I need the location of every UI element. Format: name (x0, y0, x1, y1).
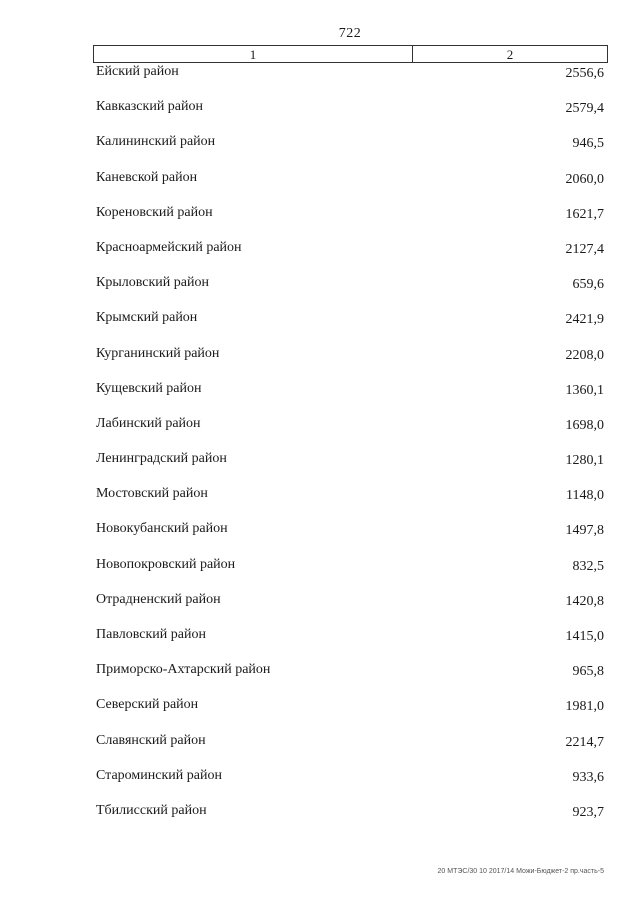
district-name: Мостовский район (96, 486, 208, 502)
table-row (96, 168, 610, 203)
district-amount: 1148,0 (566, 488, 604, 504)
district-amount: 832,5 (572, 558, 604, 574)
district-name: Северский район (96, 697, 199, 713)
district-name: Лабинский район (96, 415, 201, 431)
district-name: Кущевский район (96, 380, 202, 396)
district-amount: 1497,8 (565, 523, 604, 539)
district-amount: 923,7 (572, 804, 604, 820)
table-row (96, 414, 610, 449)
district-amount: 2556,6 (565, 66, 604, 81)
district-amount: 659,6 (572, 277, 604, 293)
district-amount: 946,5 (572, 136, 604, 152)
table-row (96, 484, 610, 519)
table-row (96, 238, 610, 273)
district-amount: 1420,8 (565, 593, 604, 609)
district-name: Ленинградский район (96, 451, 227, 467)
table-row (96, 625, 610, 660)
header-col-2: 2 (506, 47, 514, 62)
page-number: 722 (338, 26, 362, 41)
district-name: Новопокровский район (96, 556, 236, 572)
table-row (96, 801, 610, 836)
district-amount: 1280,1 (565, 453, 604, 469)
district-amount: 965,8 (572, 664, 604, 680)
table-row (96, 62, 610, 97)
district-name: Староминский район (96, 767, 222, 783)
district-amount: 1981,0 (565, 699, 604, 715)
district-amount: 2127,4 (565, 241, 604, 257)
table-row (96, 519, 610, 554)
district-name: Кавказский район (96, 99, 204, 115)
district-name: Кореновский район (96, 204, 213, 220)
table-row (96, 132, 610, 167)
district-name: Ейский район (96, 64, 179, 79)
table-row (96, 379, 610, 414)
table-header (93, 45, 608, 63)
table-row (96, 590, 610, 625)
table-row (96, 97, 610, 132)
district-name: Каневской район (96, 169, 198, 185)
district-name: Отрадненский район (96, 591, 221, 607)
district-amount: 2579,4 (565, 101, 604, 117)
table-row (96, 344, 610, 379)
district-amount: 2060,0 (565, 171, 604, 187)
district-name: Калининский район (96, 134, 216, 150)
table-row (96, 308, 610, 343)
table-row (96, 660, 610, 695)
district-amount: 1621,7 (565, 206, 604, 222)
district-amount: 2421,9 (565, 312, 604, 328)
table-row (96, 449, 610, 484)
district-name: Новокубанский район (96, 521, 228, 537)
table-row (96, 766, 610, 801)
table-body (96, 62, 610, 836)
district-amount: 1698,0 (565, 417, 604, 433)
district-name: Крыловский район (96, 275, 209, 291)
table-row (96, 695, 610, 730)
district-name: Приморско-Ахтарский район (96, 662, 271, 678)
district-amount: 1360,1 (565, 382, 604, 398)
district-name: Красноармейский район (96, 239, 242, 255)
footer-note: 20 МТЭС/30 10 2017/14 Можи-Бюджет-2 пр.часть-5 (437, 868, 604, 875)
district-amount: 1415,0 (565, 629, 604, 644)
header-col-1: 1 (94, 46, 413, 62)
table-row (96, 555, 610, 590)
district-name: Славянский район (96, 732, 206, 748)
district-amount: 2214,7 (565, 734, 604, 750)
table-row (96, 203, 610, 238)
district-name: Тбилисский район (96, 802, 207, 818)
district-name: Курганинский район (96, 345, 220, 361)
table-row (96, 273, 610, 308)
district-name: Павловский район (96, 627, 206, 642)
district-name: Крымский район (96, 310, 198, 326)
district-amount: 933,6 (572, 769, 604, 785)
district-amount: 2208,0 (565, 347, 604, 363)
table-row (96, 731, 610, 766)
